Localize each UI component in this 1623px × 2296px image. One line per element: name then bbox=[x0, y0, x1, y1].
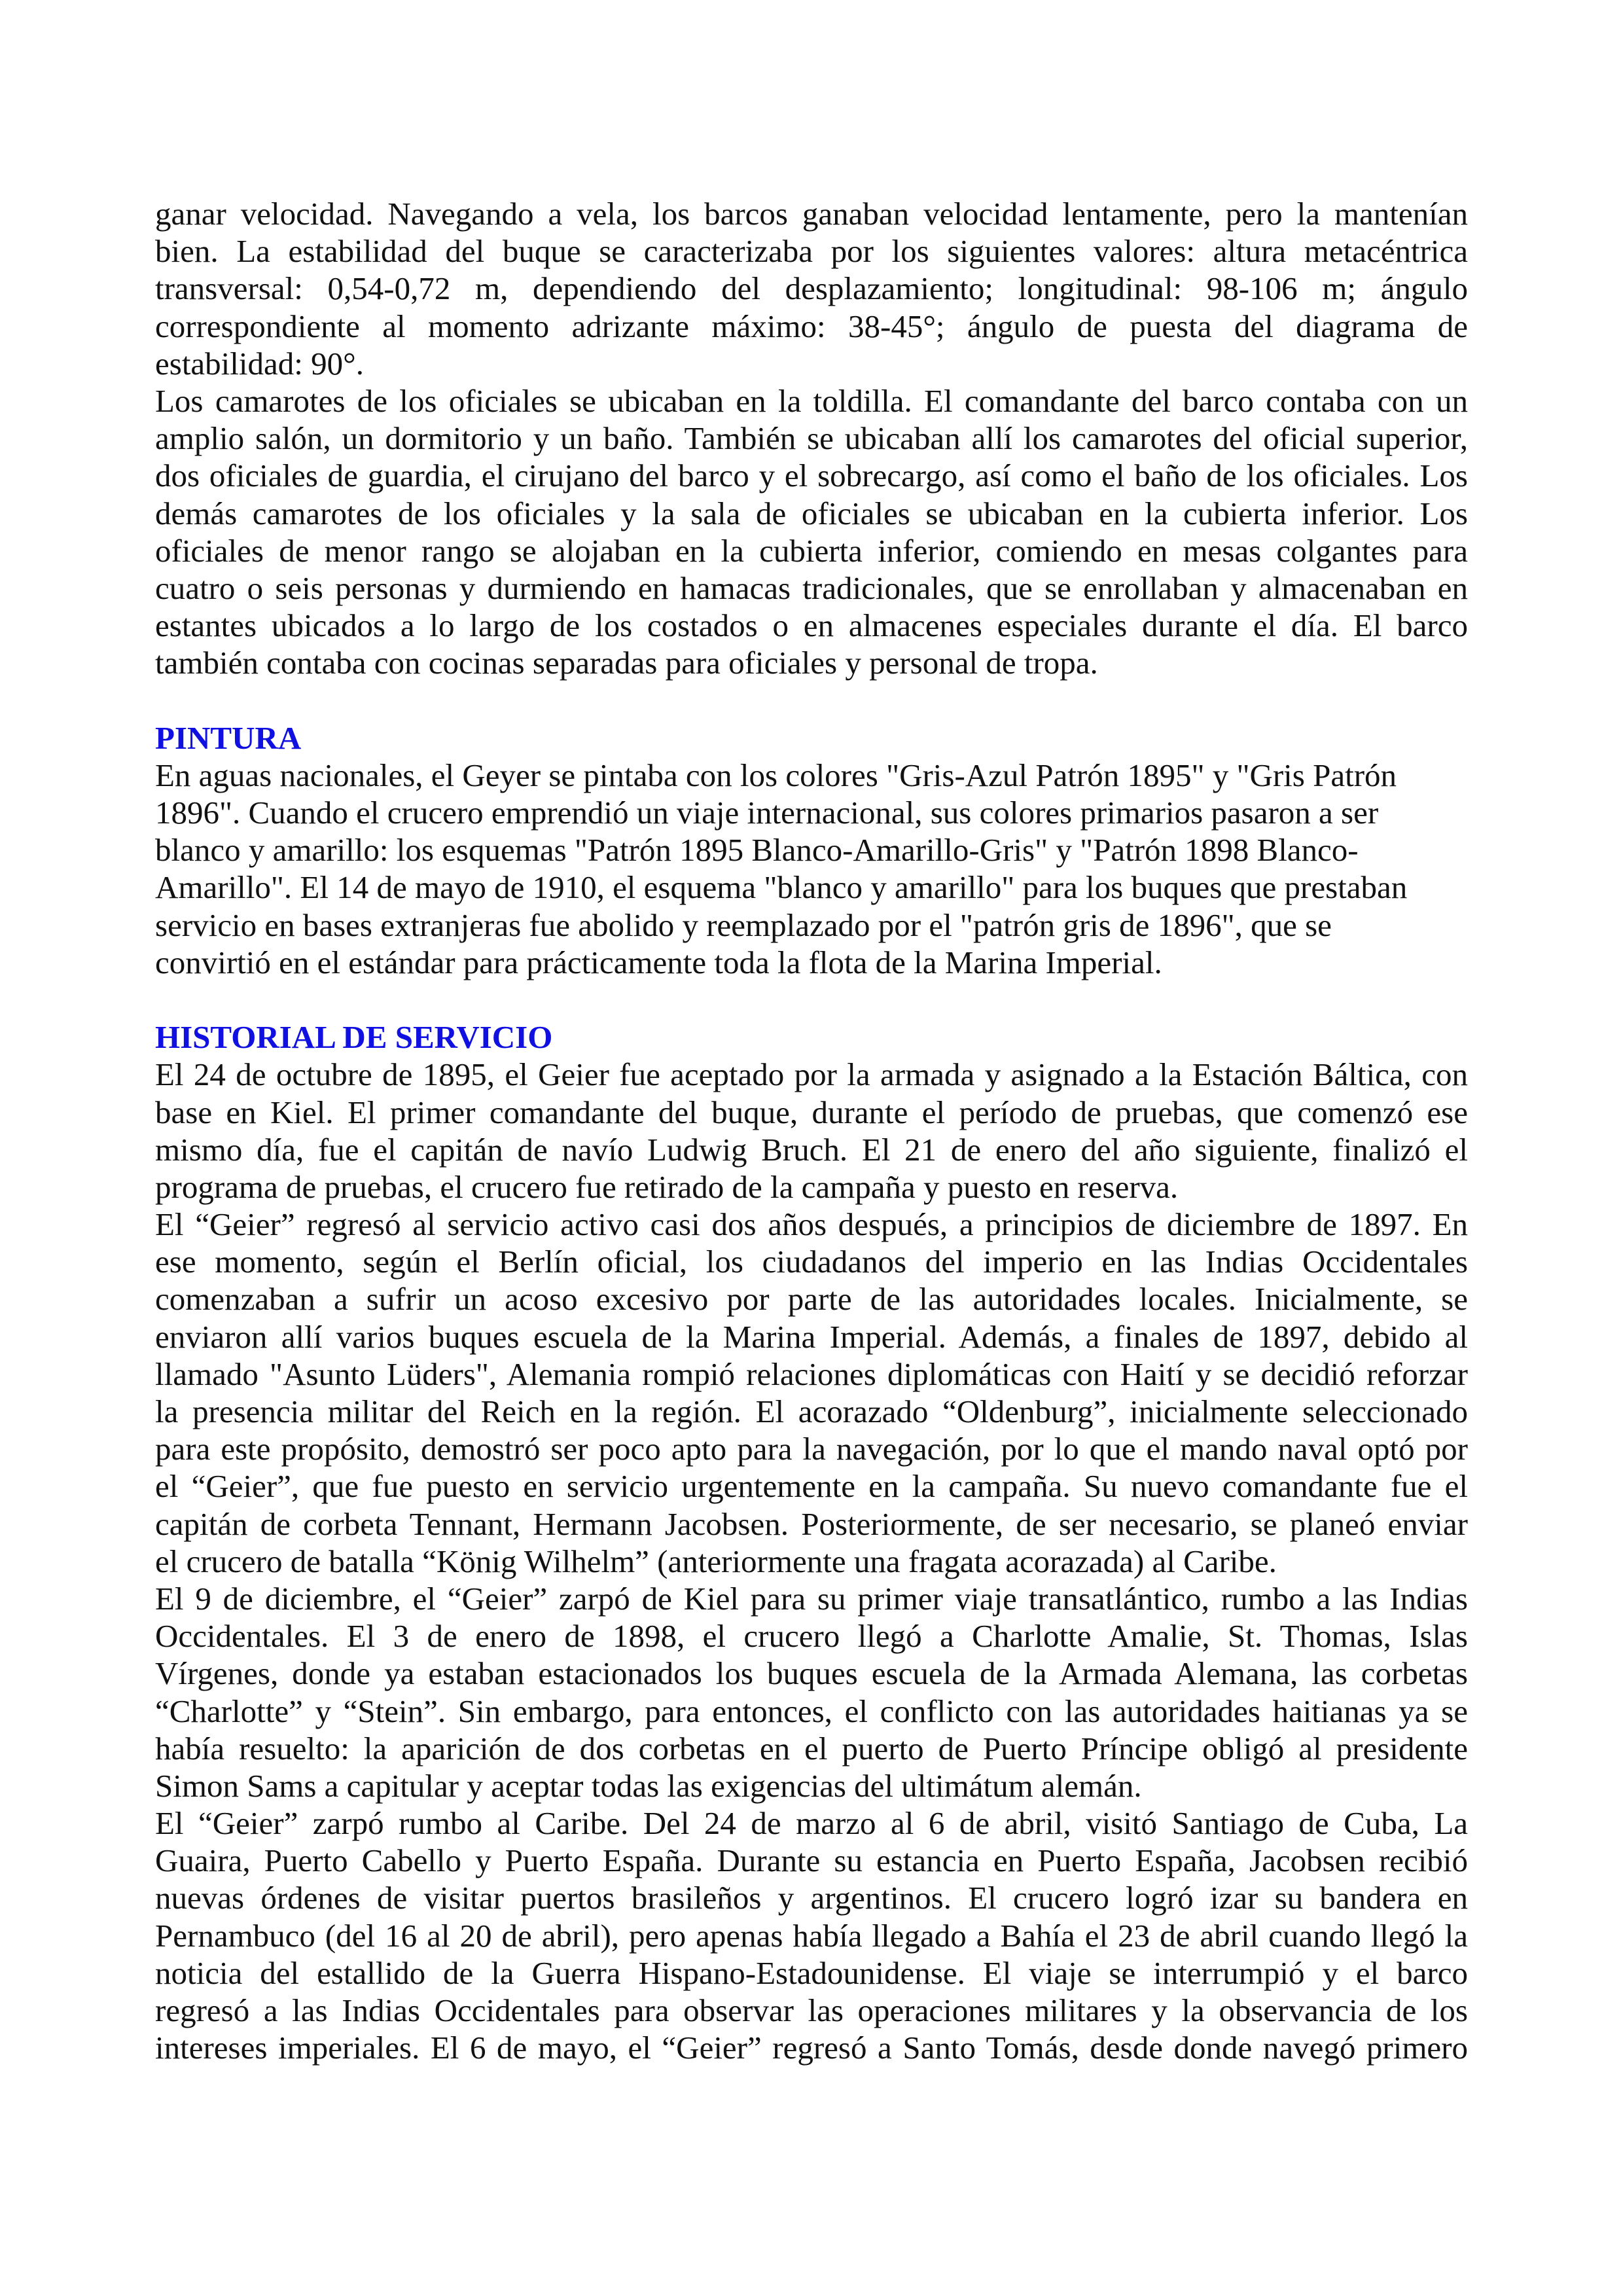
text-line: En aguas nacionales, el Geyer se pintaba con los colores "Gris-Azul Patrón 1895" y "Gris Patrón bbox=[155, 757, 1397, 793]
text-line: el crucero de batalla “König Wilhelm” (anteriormente una fragata acorazada) al Caribe. bbox=[155, 1543, 1277, 1579]
text-line: blanco y amarillo: los esquemas "Patrón 1895 Blanco-Amarillo-Gris" y "Patrón 1898 Blanco- bbox=[155, 832, 1359, 869]
blank-line bbox=[155, 981, 1468, 1018]
text-line: bien. La estabilidad del buque se caracterizaba por los siguientes valores: altura metacéntrica bbox=[155, 233, 1468, 270]
paragraph bbox=[155, 1580, 1468, 1804]
text-line: oficiales de menor rango se alojaban en la cubierta inferior, comiendo en mesas colgantes para bbox=[155, 532, 1468, 569]
text-line: Pernambuco (del 16 al 20 de abril), pero apenas había llegado a Bahía el 23 de abril cuando llegó la bbox=[155, 1917, 1468, 1954]
text-line: correspondiente al momento adrizante máximo: 38-45°; ángulo de puesta del diagrama de bbox=[155, 308, 1468, 344]
text-line: Occidentales. El 3 de enero de 1898, el crucero llegó a Charlotte Amalie, St. Thomas, Islas bbox=[155, 1618, 1468, 1655]
text-line: ese momento, según el Berlín oficial, los ciudadanos del imperio en las Indias Occidentales bbox=[155, 1244, 1468, 1280]
paragraph bbox=[155, 1804, 1468, 2066]
text-line: para este propósito, demostró ser poco apto para la navegación, por lo que el mando naval optó por bbox=[155, 1431, 1468, 1467]
text-line: había resuelto: la aparición de dos corbetas en el puerto de Puerto Príncipe obligó al presidente bbox=[155, 1730, 1468, 1767]
text-line: llamado "Asunto Lüders", Alemania rompió relaciones diplomáticas con Haití y se decidió reforzar bbox=[155, 1355, 1468, 1392]
section-heading: HISTORIAL DE SERVICIO bbox=[155, 1019, 553, 1056]
text-line: Guaira, Puerto Cabello y Puerto España. Durante su estancia en Puerto España, Jacobsen recibió bbox=[155, 1842, 1468, 1879]
text-line: comenzaban a sufrir un acoso excesivo por parte de las autoridades locales. Inicialmente, se bbox=[155, 1281, 1468, 1318]
text-line: noticia del estallido de la Guerra Hispano-Estadounidense. El viaje se interrumpió y el barco bbox=[155, 1954, 1468, 1991]
text-line: enviaron allí varios buques escuela de la Marina Imperial. Además, a finales de 1897, debido al bbox=[155, 1318, 1468, 1355]
text-line: capitán de corbeta Tennant, Hermann Jacobsen. Posteriormente, de ser necesario, se planeó enviar bbox=[155, 1505, 1468, 1542]
text-line: El “Geier” regresó al servicio activo casi dos años después, a principios de diciembre de 1897. En bbox=[155, 1206, 1468, 1243]
paragraph bbox=[155, 382, 1468, 682]
paragraph bbox=[155, 195, 1468, 382]
text-line: El 9 de diciembre, el “Geier” zarpó de Kiel para su primer viaje transatlántico, rumbo a las Indias bbox=[155, 1580, 1468, 1617]
text-line: Simon Sams a capitular y aceptar todas las exigencias del ultimátum alemán. bbox=[155, 1767, 1142, 1804]
paragraph bbox=[155, 757, 1468, 981]
text-line: El 24 de octubre de 1895, el Geier fue aceptado por la armada y asignado a la Estación Báltica, con bbox=[155, 1056, 1468, 1093]
text-line: regresó a las Indias Occidentales para observar las operaciones militares y la observancia de los bbox=[155, 1992, 1468, 2028]
text-line: programa de pruebas, el crucero fue retirado de la campaña y puesto en reserva. bbox=[155, 1168, 1179, 1205]
text-line: amplio salón, un dormitorio y un baño. También se ubicaban allí los camarotes del oficial superior, bbox=[155, 420, 1468, 457]
text-line: 1896". Cuando el crucero emprendió un viaje internacional, sus colores primarios pasaron a ser bbox=[155, 795, 1379, 831]
text-line: cuatro o seis personas y durmiendo en hamacas tradicionales, que se enrollaban y almacenaban en bbox=[155, 569, 1468, 606]
text-line: estabilidad: 90°. bbox=[155, 345, 364, 382]
document-page bbox=[155, 195, 1468, 2066]
paragraph bbox=[155, 1206, 1468, 1580]
text-line: Los camarotes de los oficiales se ubicaban en la toldilla. El comandante del barco contaba con un bbox=[155, 382, 1468, 419]
paragraph bbox=[155, 1056, 1468, 1206]
text-line: servicio en bases extranjeras fue abolido y reemplazado por el "patrón gris de 1896", que se bbox=[155, 906, 1332, 943]
text-line: demás camarotes de los oficiales y la sala de oficiales se ubicaban en la cubierta inferior. Los bbox=[155, 495, 1468, 531]
blank-line bbox=[155, 681, 1468, 719]
text-line: dos oficiales de guardia, el cirujano del barco y el sobrecargo, así como el baño de los oficiales. Los bbox=[155, 457, 1468, 494]
text-line: “Charlotte” y “Stein”. Sin embargo, para entonces, el conflicto con las autoridades haitianas ya se bbox=[155, 1693, 1468, 1729]
section-heading: PINTURA bbox=[155, 719, 302, 756]
text-line: Amarillo". El 14 de mayo de 1910, el esquema "blanco y amarillo" para los buques que prestaban bbox=[155, 869, 1408, 906]
text-line: nuevas órdenes de visitar puertos brasileños y argentinos. El crucero logró izar su bandera en bbox=[155, 1880, 1468, 1916]
text-line: El “Geier” zarpó rumbo al Caribe. Del 24 de marzo al 6 de abril, visitó Santiago de Cuba, La bbox=[155, 1805, 1468, 1842]
text-line: ganar velocidad. Navegando a vela, los barcos ganaban velocidad lentamente, pero la mantenían bbox=[155, 196, 1468, 232]
text-line: también contaba con cocinas separadas para oficiales y personal de tropa. bbox=[155, 645, 1098, 681]
text-line: Vírgenes, donde ya estaban estacionados los buques escuela de la Armada Alemana, las corbetas bbox=[155, 1655, 1468, 1692]
text-line: estantes ubicados a lo largo de los costados o en almacenes especiales durante el día. El barco bbox=[155, 607, 1468, 644]
text-line: intereses imperiales. El 6 de mayo, el “Geier” regresó a Santo Tomás, desde donde navegó primero bbox=[155, 2030, 1468, 2066]
text-line: el “Geier”, que fue puesto en servicio urgentemente en la campaña. Su nuevo comandante fue el bbox=[155, 1468, 1468, 1505]
text-line: convirtió en el estándar para prácticamente toda la flota de la Marina Imperial. bbox=[155, 944, 1162, 980]
text-line: mismo día, fue el capitán de navío Ludwig Bruch. El 21 de enero del año siguiente, finalizó el bbox=[155, 1131, 1468, 1168]
text-line: transversal: 0,54-0,72 m, dependiendo del desplazamiento; longitudinal: 98-106 m; ángulo bbox=[155, 270, 1468, 307]
text-line: la presencia militar del Reich en la región. El acorazado “Oldenburg”, inicialmente seleccionado bbox=[155, 1393, 1468, 1429]
text-line: base en Kiel. El primer comandante del buque, durante el período de pruebas, que comenzó ese bbox=[155, 1094, 1468, 1130]
